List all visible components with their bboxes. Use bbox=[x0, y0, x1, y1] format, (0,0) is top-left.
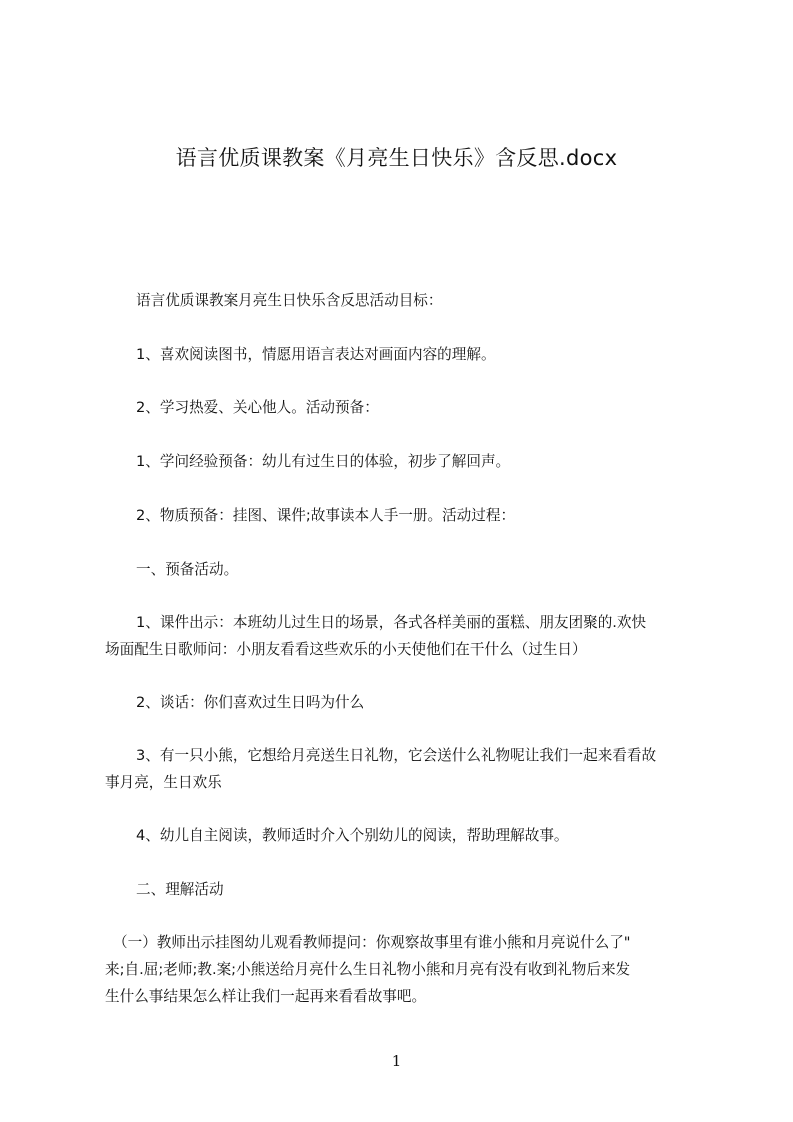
paragraph-understanding-1 bbox=[105, 929, 705, 1010]
paragraph-step-3-line-1: 3、有一只小熊，它想给月亮送生日礼物，它会送什么礼物呢让我们一起来看看故 bbox=[136, 747, 657, 764]
paragraph-intro: 语言优质课教案月亮生日快乐含反思活动目标： bbox=[136, 292, 443, 309]
paragraph-prep-2: 2、物质预备：挂图、课件;故事读本人手一册。活动过程： bbox=[136, 507, 516, 524]
section-heading-prep-activity: 一、预备活动。 bbox=[136, 561, 239, 578]
page-number: 1 bbox=[391, 1052, 402, 1070]
paragraph-understanding-1-line-1: （一）教师出示挂图幼儿观看教师提问：你观察故事里有谁小熊和月亮说什么了" bbox=[113, 934, 631, 951]
paragraph-prep-1: 1、学问经验预备：幼儿有过生日的体验，初步了解回声。 bbox=[136, 453, 511, 470]
paragraph-understanding-1-line-2: 来;自.屈;老师;教.案;小熊送给月亮什么生日礼物小熊和月亮有没有收到礼物后来发 bbox=[105, 961, 631, 978]
paragraph-step-1-line-1: 1、课件出示：本班幼儿过生日的场景，各式各样美丽的蛋糕、朋友团聚的.欢快 bbox=[136, 614, 647, 631]
paragraph-step-3 bbox=[105, 742, 705, 796]
paragraph-step-1-line-2: 场面配生日歌师问：小朋友看看这些欢乐的小天使他们在干什么（过生日） bbox=[105, 641, 587, 658]
paragraph-understanding-1-line-3: 生什么事结果怎么样让我们一起再来看看故事吧。 bbox=[105, 988, 427, 1005]
paragraph-step-4: 4、幼儿自主阅读，教师适时介入个别幼儿的阅读，帮助理解故事。 bbox=[136, 827, 569, 844]
paragraph-step-2: 2、谈话：你们喜欢过生日吗为什么 bbox=[136, 694, 365, 711]
document-title: 语言优质课教案《月亮生日快乐》含反思.docx bbox=[175, 146, 618, 170]
paragraph-goal-2: 2、学习热爱、关心他人。活动预备： bbox=[136, 399, 379, 416]
paragraph-goal-1: 1、喜欢阅读图书，情愿用语言表达对画面内容的理解。 bbox=[136, 346, 496, 363]
section-heading-understanding: 二、理解活动 bbox=[136, 881, 224, 898]
paragraph-step-3-line-2: 事月亮，生日欢乐 bbox=[105, 774, 222, 791]
paragraph-step-1 bbox=[105, 609, 705, 663]
